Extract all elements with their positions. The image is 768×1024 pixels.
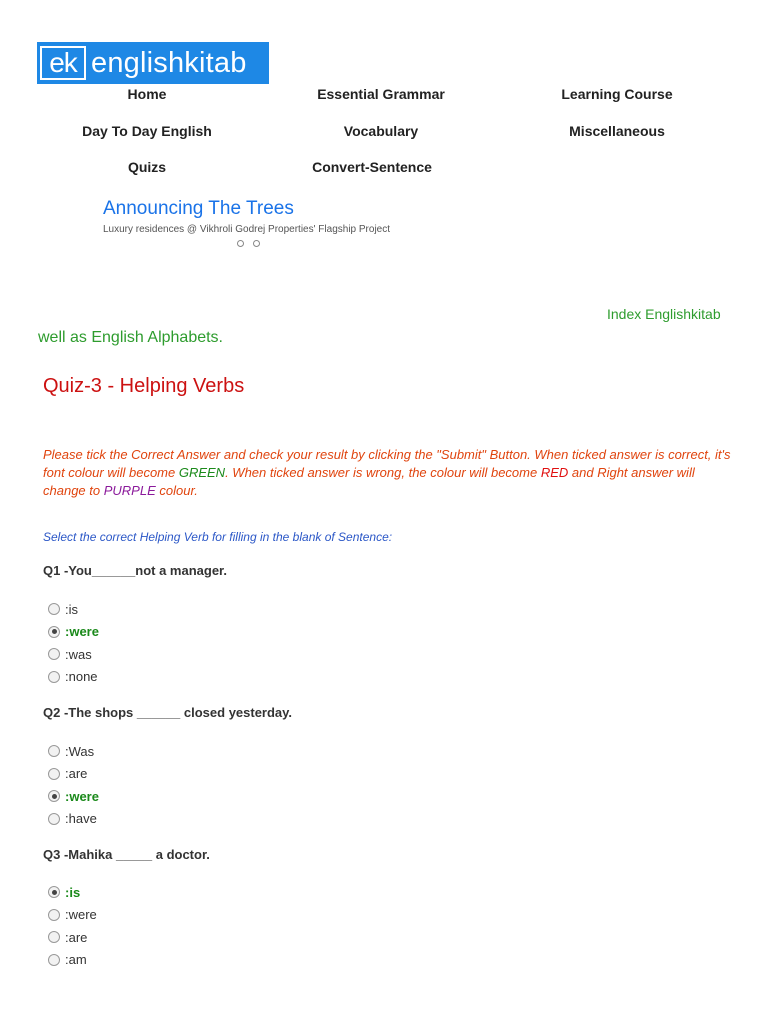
radio-button[interactable] <box>48 909 60 921</box>
q1-option-none[interactable] <box>48 666 99 689</box>
radio-button[interactable] <box>48 813 60 825</box>
nav-day-to-day-english[interactable]: Day To Day English <box>82 123 212 139</box>
question-1-options <box>48 598 99 688</box>
q3-option-am[interactable] <box>48 949 97 972</box>
radio-button[interactable] <box>48 768 60 780</box>
option-label: :none <box>65 669 98 685</box>
option-label: :Was <box>65 743 95 759</box>
instructions-text: Please tick the Correct Answer and check your result by clicking the "Submit" Button. When ticked answer is correct, it's font colour will become <box>43 447 731 480</box>
radio-button[interactable] <box>48 671 60 683</box>
logo-box: ek <box>40 46 86 80</box>
radio-button[interactable] <box>48 886 60 898</box>
ad-subtitle: Luxury residences @ Vikhroli Godrej Properties' Flagship Project <box>103 224 391 235</box>
nav-quizs[interactable]: Quizs <box>127 159 167 175</box>
q3-option-is[interactable] <box>48 881 97 904</box>
radio-button[interactable] <box>48 626 60 638</box>
select-note: Select the correct Helping Verb for filling in the blank of Sentence: <box>43 530 393 544</box>
q3-option-are[interactable] <box>48 926 97 949</box>
nav-learning-course[interactable]: Learning Course <box>561 86 673 102</box>
option-label: :am <box>65 952 87 968</box>
q3-option-were[interactable] <box>48 904 97 927</box>
radio-button[interactable] <box>48 931 60 943</box>
option-label: :were <box>65 788 99 804</box>
q2-option-are[interactable] <box>48 763 99 786</box>
nav-vocabulary[interactable]: Vocabulary <box>343 123 419 139</box>
quiz-title: Quiz-3 - Helping Verbs <box>43 375 245 397</box>
index-englishkitab-link[interactable]: Index Englishkitab <box>607 306 721 322</box>
option-label: :were <box>65 624 99 640</box>
question-3: Q3 -Mahika _____ a doctor. <box>43 847 210 862</box>
q1-option-is[interactable] <box>48 598 99 621</box>
option-label: :are <box>65 766 88 782</box>
alphabets-text: well as English Alphabets. <box>38 329 223 346</box>
radio-button[interactable] <box>48 648 60 660</box>
instructions-red: RED <box>540 465 569 480</box>
ad-carousel-dots <box>237 240 260 247</box>
instructions-green: GREEN <box>178 465 226 480</box>
carousel-dot-icon[interactable] <box>253 240 260 247</box>
instructions-purple: PURPLE <box>103 483 156 498</box>
instructions-text: colour. <box>155 483 198 498</box>
question-2: Q2 -The shops ______ closed yesterday. <box>43 705 293 720</box>
carousel-dot-icon[interactable] <box>237 240 244 247</box>
instructions-text: and Right answer will change to <box>43 465 695 498</box>
option-label: :was <box>65 646 92 662</box>
ad-banner[interactable] <box>103 198 390 235</box>
option-label: :have <box>65 811 97 827</box>
site-logo[interactable] <box>37 42 269 84</box>
radio-button[interactable] <box>48 790 60 802</box>
option-label: :were <box>65 907 97 923</box>
question-2-options <box>48 740 99 830</box>
quiz-instructions <box>43 446 733 500</box>
q1-option-was[interactable] <box>48 643 99 666</box>
question-3-options <box>48 881 97 971</box>
option-label: :is <box>65 601 78 617</box>
q2-option-was[interactable] <box>48 740 99 763</box>
ad-title[interactable]: Announcing The Trees <box>103 198 294 219</box>
nav-essential-grammar[interactable]: Essential Grammar <box>317 86 445 102</box>
radio-button[interactable] <box>48 745 60 757</box>
radio-button[interactable] <box>48 603 60 615</box>
nav-home[interactable]: Home <box>127 86 167 102</box>
q2-option-were[interactable] <box>48 785 99 808</box>
option-label: :are <box>65 929 88 945</box>
q2-option-have[interactable] <box>48 808 99 831</box>
question-1: Q1 -You______not a manager. <box>43 563 227 578</box>
nav-convert-sentence[interactable]: Convert-Sentence <box>312 159 432 175</box>
instructions-text: . When ticked answer is wrong, the colour will become <box>225 465 541 480</box>
nav-miscellaneous[interactable]: Miscellaneous <box>569 123 665 139</box>
q1-option-were[interactable] <box>48 621 99 644</box>
logo-text: englishkitab <box>91 46 247 79</box>
option-label: :is <box>65 884 81 900</box>
radio-button[interactable] <box>48 954 60 966</box>
